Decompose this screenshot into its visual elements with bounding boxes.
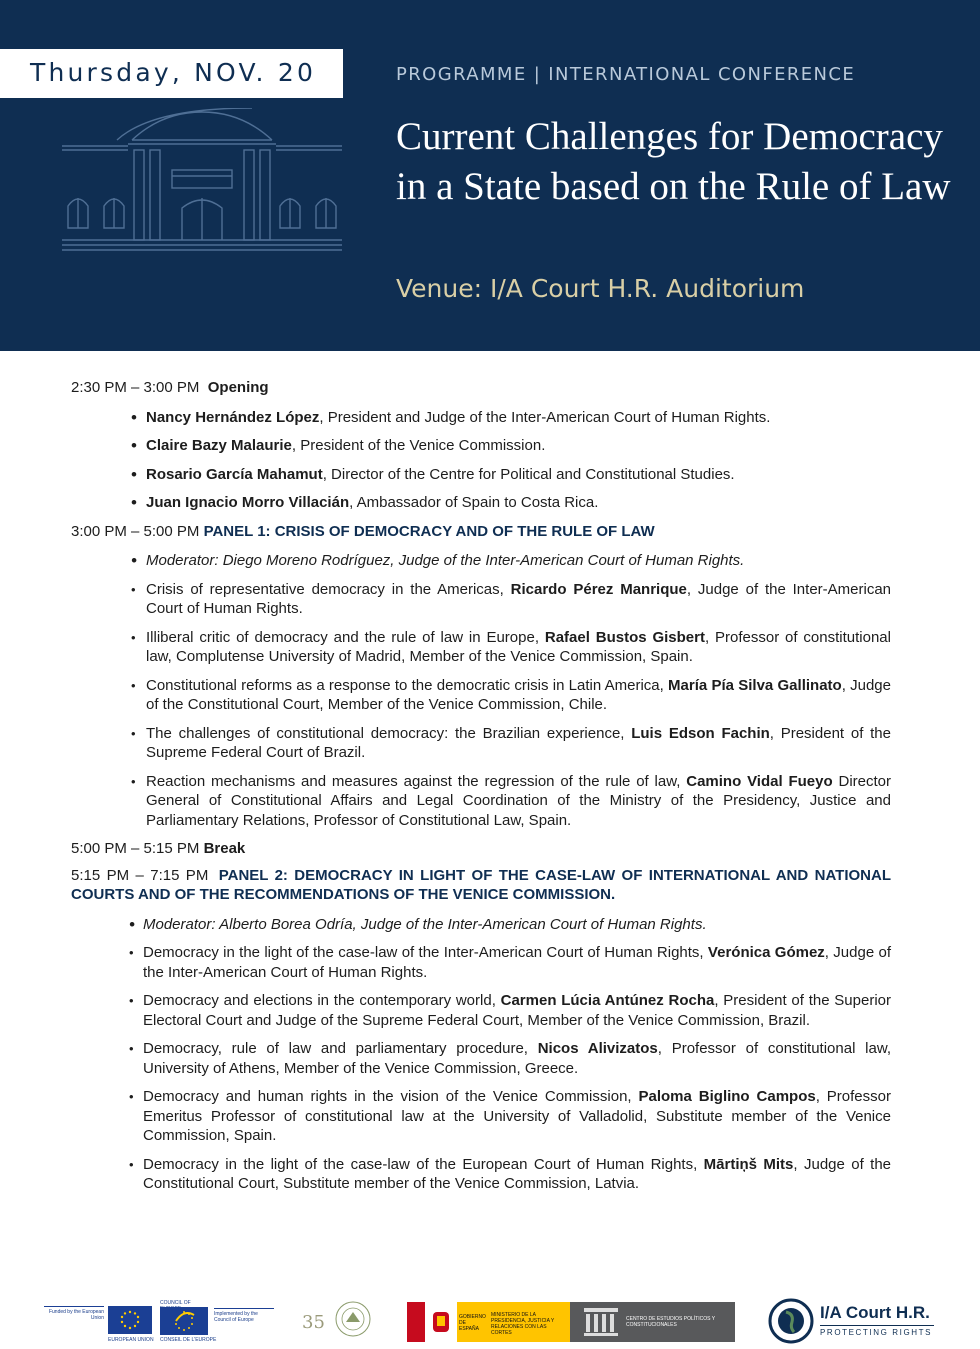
- session-heading: [71, 522, 891, 542]
- talk-topic: Reaction mechanisms and measures against the regression of the rule of law,: [146, 772, 687, 790]
- court-tagline: PROTECTING RIGHTS: [820, 1325, 934, 1337]
- list-item: [71, 580, 891, 619]
- speaker-name: Juan Ignacio Morro Villacián: [146, 494, 350, 511]
- court-name: I/A Court H.R.: [820, 1303, 930, 1322]
- gobierno-label: GOBIERNO DE ESPAÑA: [459, 1314, 486, 1332]
- list-item: [71, 1039, 891, 1078]
- spain-flag-icon: [407, 1302, 425, 1342]
- talk-topic: Constitutional reforms as a response to the democratic crisis in Latin America,: [146, 676, 669, 694]
- talk-topic: Democracy and human rights in the vision of the Venice Commission,: [143, 1088, 639, 1105]
- speaker-role: , Judge of the Constitutional Court, Member of the Venice Commission, Chile.: [146, 676, 891, 713]
- header-banner: [0, 0, 980, 351]
- court-building-icon: [62, 108, 342, 253]
- svg-text:35: 35: [302, 1312, 325, 1333]
- speaker-role: , Professor of constitutional law, University of Athens, Member of the Venice Commission, Greece.: [143, 1040, 892, 1077]
- speaker-role: , Professor Emeritus Professor of constitutional law at the University of Valladolid, Substitute member of the Venice Commission, Spain.: [143, 1088, 891, 1144]
- list-item: [71, 724, 891, 763]
- court-brand: [820, 1303, 950, 1339]
- session-time: 5:15 PM – 7:15 PM: [71, 866, 209, 884]
- list-item: [71, 1155, 891, 1194]
- list-item: [71, 465, 891, 485]
- speaker-role: , Judge of the Inter-American Court of Human Rights.: [143, 944, 891, 981]
- gobierno-espana-logo: [407, 1302, 570, 1342]
- coe-bottom-label: CONSEIL DE L'EUROPE: [160, 1337, 217, 1343]
- venice-commission-seal-icon: [334, 1300, 372, 1338]
- list-item: [71, 676, 891, 715]
- session-time: 2:30 PM – 3:00 PM: [71, 379, 200, 396]
- talk-topic: Illiberal critic of democracy and the rule of law in Europe,: [146, 628, 545, 646]
- list-item: [71, 436, 891, 456]
- session-opening: [71, 378, 891, 513]
- eu-label: EUROPEAN UNION: [108, 1337, 154, 1343]
- speaker-role: , President of the Venice Commission.: [291, 437, 546, 454]
- eu-funded-text: Funded by the European Union: [44, 1306, 104, 1321]
- talk-topic: The challenges of constitutional democracy: the Brazilian experience,: [146, 724, 632, 742]
- session-title: Break: [203, 840, 246, 857]
- speaker-role: , Director of the Centre for Political and Constitutional Studies.: [322, 465, 735, 483]
- list-item: [71, 1087, 891, 1146]
- programme-kicker: PROGRAMME | INTERNATIONAL CONFERENCE: [396, 64, 856, 85]
- list-item: [71, 628, 891, 667]
- speaker-role: Director General of Constitutional Affairs and Legal Coordination of the Ministry of the Presidency, Justice and Parliamentary Relations, Professor of Constitutional Law, Spain.: [146, 772, 891, 829]
- conference-title: Current Challenges for Democracy in a State based on the Rule of Law: [396, 115, 951, 208]
- speaker-role: , Professor of constitutional law, Complutense University of Madrid, Member of the Venice Commission, Spain.: [146, 628, 891, 665]
- list-item: [71, 493, 891, 513]
- speaker-name: Ricardo Pérez Manrique: [510, 580, 687, 598]
- session-break: [71, 839, 891, 859]
- eu-flag-icon: [108, 1306, 152, 1334]
- session-title: PANEL 1: CRISIS OF DEMOCRACY AND OF THE RULE OF LAW: [203, 522, 655, 540]
- footer-logos: [0, 1296, 980, 1344]
- talk-topic: Crisis of representative democracy in the Americas,: [146, 580, 511, 598]
- speaker-name: Rafael Bustos Gisbert: [544, 628, 705, 646]
- cepc-building-icon: [584, 1308, 618, 1336]
- coat-of-arms-icon: [425, 1302, 457, 1342]
- ministerio-label: MINISTERIO DE LA PRESIDENCIA, JUSTICIA Y RELACIONES CON LAS CORTES: [491, 1312, 555, 1336]
- list-item: [71, 772, 891, 831]
- speaker-role: , President of the Superior Electoral Court and Judge of the Supreme Federal Court, Member of the Venice Commission, Brazil.: [143, 992, 891, 1029]
- moderator: • Moderator: Diego Moreno Rodríguez, Judge of the Inter-American Court of Human Rights.: [71, 551, 891, 571]
- coe-implemented-text: Implemented by the Council of Europe: [214, 1308, 274, 1323]
- speaker-name: Camino Vidal Fueyo: [686, 772, 833, 790]
- talk-topic: Democracy in the light of the case-law of the European Court of Human Rights,: [143, 1155, 704, 1173]
- session-panel-2: [71, 866, 891, 1194]
- session-panel-1: [71, 522, 891, 831]
- date-box: [0, 49, 343, 98]
- session-title: Opening: [207, 379, 269, 396]
- cepc-label: CENTRO DE ESTUDIOS POLÍTICOS Y CONSTITUCIONALES: [626, 1316, 715, 1328]
- speaker-name: Luis Edson Fachin: [631, 724, 770, 742]
- coe-flag-icon: [160, 1307, 208, 1335]
- moderator: • Moderator: Alberto Borea Odría, Judge of the Inter-American Court of Human Rights.: [71, 915, 891, 935]
- session-heading: [71, 839, 891, 859]
- session-heading: [71, 378, 891, 398]
- court-seal-icon: [768, 1298, 814, 1344]
- speaker-role: , Judge of the Constitutional Court, Substitute member of the Venice Commission, Latvia.: [143, 1155, 891, 1192]
- list-item: [71, 943, 891, 982]
- talk-topic: Democracy, rule of law and parliamentary procedure,: [143, 1040, 538, 1057]
- speaker-name: Mārtiņš Mits: [703, 1155, 794, 1173]
- talk-topic: Democracy and elections in the contemporary world,: [143, 992, 501, 1009]
- venue: Venue: I/A Court H.R. Auditorium: [396, 274, 805, 303]
- anniversary-35-logo: [298, 1306, 334, 1336]
- event-date: Thursday, NOV. 20: [30, 58, 317, 87]
- speaker-name: María Pía Silva Gallinato: [668, 676, 842, 694]
- speaker-name: Carmen Lúcia Antúnez Rocha: [500, 992, 715, 1009]
- session-heading: [71, 866, 891, 905]
- session-time: 3:00 PM – 5:00 PM: [71, 522, 200, 540]
- eu-logo: [44, 1304, 154, 1344]
- session-title: PANEL 2: DEMOCRACY IN LIGHT OF THE CASE-LAW OF INTERNATIONAL AND NATIONAL COURTS AND OF THE RECOMMENDATIONS OF THE VENICE COMMISSION.: [71, 866, 891, 903]
- speaker-name: Rosario García Mahamut: [146, 465, 323, 483]
- speaker-role: , President of the Supreme Federal Court of Brazil.: [146, 724, 891, 761]
- talk-topic: Democracy in the light of the case-law of the Inter-American Court of Human Rights,: [143, 944, 708, 961]
- list-item: [71, 991, 891, 1030]
- speaker-name: Verónica Gómez: [707, 944, 825, 961]
- session-time: 5:00 PM – 5:15 PM: [71, 840, 200, 857]
- programme-list: [71, 378, 891, 1203]
- speaker-role: , Judge of the Inter-American Court of Human Rights.: [146, 580, 892, 617]
- list-item: [71, 408, 891, 428]
- speaker-role: , Ambassador of Spain to Costa Rica.: [349, 494, 599, 511]
- speaker-name: Paloma Biglino Campos: [638, 1088, 816, 1105]
- council-of-europe-logo: [160, 1300, 275, 1344]
- cepc-logo: [570, 1302, 735, 1342]
- speaker-name: Claire Bazy Malaurie: [146, 437, 292, 454]
- speaker-role: , President and Judge of the Inter-American Court of Human Rights.: [319, 408, 771, 426]
- coe-top-label: COUNCIL OF: [160, 1300, 191, 1306]
- speaker-name: Nancy Hernández López: [146, 408, 320, 426]
- speaker-name: Nicos Alivizatos: [537, 1040, 658, 1057]
